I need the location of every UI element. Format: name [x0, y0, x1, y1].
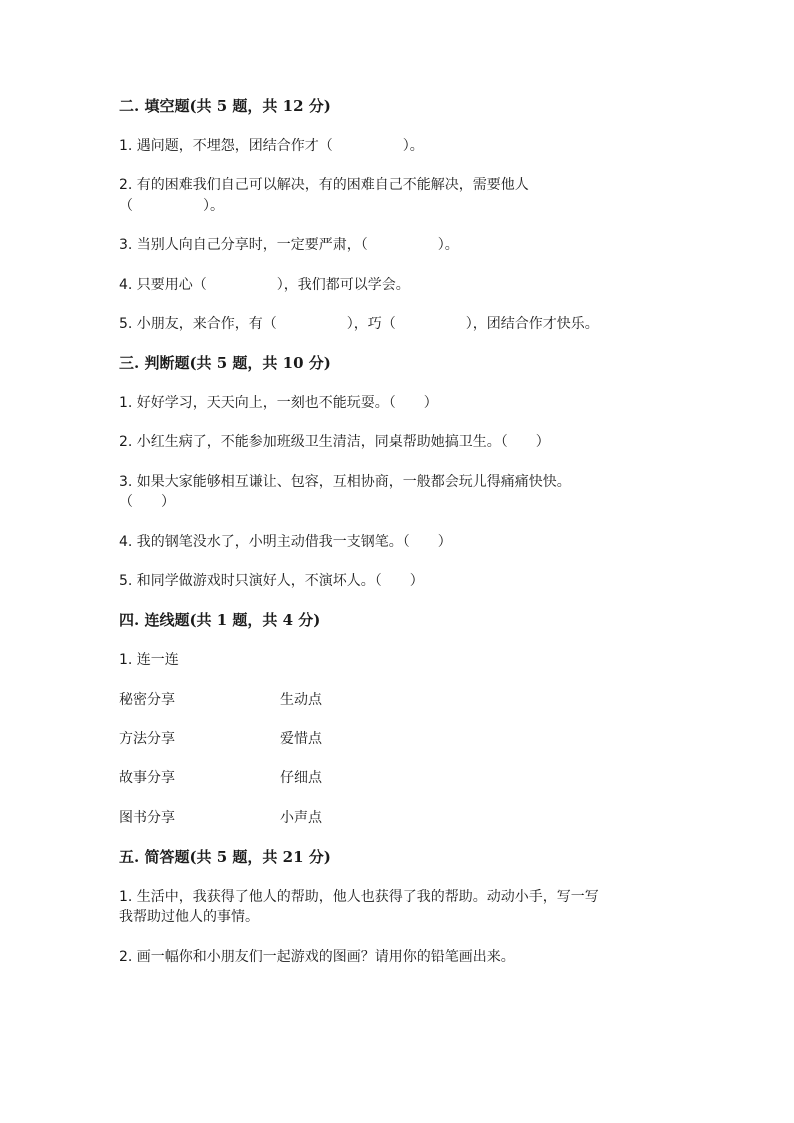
- short-answer-q2: 2. 画一幅你和小朋友们一起游戏的图画？请用你的铅笔画出来。: [119, 949, 515, 965]
- fill-blank-heading: 二. 填空题(共 5 题，共 12 分): [119, 97, 331, 115]
- true-false-q3-line1: 3. 如果大家能够相互谦让、包容，互相协商，一般都会玩儿得痛痛快快。: [119, 474, 571, 490]
- fill-blank-q5: 5. 小朋友，来合作，有（ ），巧（ ），团结合作才快乐。: [119, 316, 599, 332]
- matching-left-item: 秘密分享: [119, 692, 175, 708]
- matching-left-item: 方法分享: [119, 731, 175, 747]
- matching-right-item: 小声点: [280, 810, 322, 826]
- matching-heading: 四. 连线题(共 1 题，共 4 分): [119, 611, 321, 629]
- matching-right-item: 爱惜点: [280, 731, 322, 747]
- fill-blank-q4: 4. 只要用心（ ），我们都可以学会。: [119, 277, 410, 293]
- fill-blank-q2-line1: 2. 有的困难我们自己可以解决，有的困难自己不能解决，需要他人: [119, 177, 529, 193]
- matching-left-item: 故事分享: [119, 770, 175, 786]
- matching-left-item: 图书分享: [119, 810, 175, 826]
- fill-blank-q1: 1. 遇问题，不埋怨，团结合作才（ ）。: [119, 138, 424, 154]
- short-answer-heading: 五. 简答题(共 5 题，共 21 分): [119, 848, 331, 866]
- true-false-q2: 2. 小红生病了，不能参加班级卫生清洁，同桌帮助她搞卫生。（ ）: [119, 434, 550, 450]
- fill-blank-q2-line2: （ ）。: [119, 198, 224, 214]
- short-answer-q1-line1: 1. 生活中，我获得了他人的帮助，他人也获得了我的帮助。动动小手，写一写: [119, 889, 599, 905]
- matching-right-item: 仔细点: [280, 770, 322, 786]
- matching-right-item: 生动点: [280, 692, 322, 708]
- true-false-heading: 三. 判断题(共 5 题，共 10 分): [119, 354, 331, 372]
- true-false-q4: 4. 我的钢笔没水了，小明主动借我一支钢笔。（ ）: [119, 534, 452, 550]
- fill-blank-q3: 3. 当别人向自己分享时，一定要严肃，（ ）。: [119, 237, 459, 253]
- matching-q1: 1. 连一连: [119, 652, 179, 668]
- true-false-q1: 1. 好好学习，天天向上，一刻也不能玩耍。（ ）: [119, 395, 438, 411]
- short-answer-q1-line2: 我帮助过他人的事情。: [119, 909, 259, 925]
- true-false-q5: 5. 和同学做游戏时只演好人，不演坏人。（ ）: [119, 573, 424, 589]
- true-false-q3-line2: （ ）: [119, 494, 175, 510]
